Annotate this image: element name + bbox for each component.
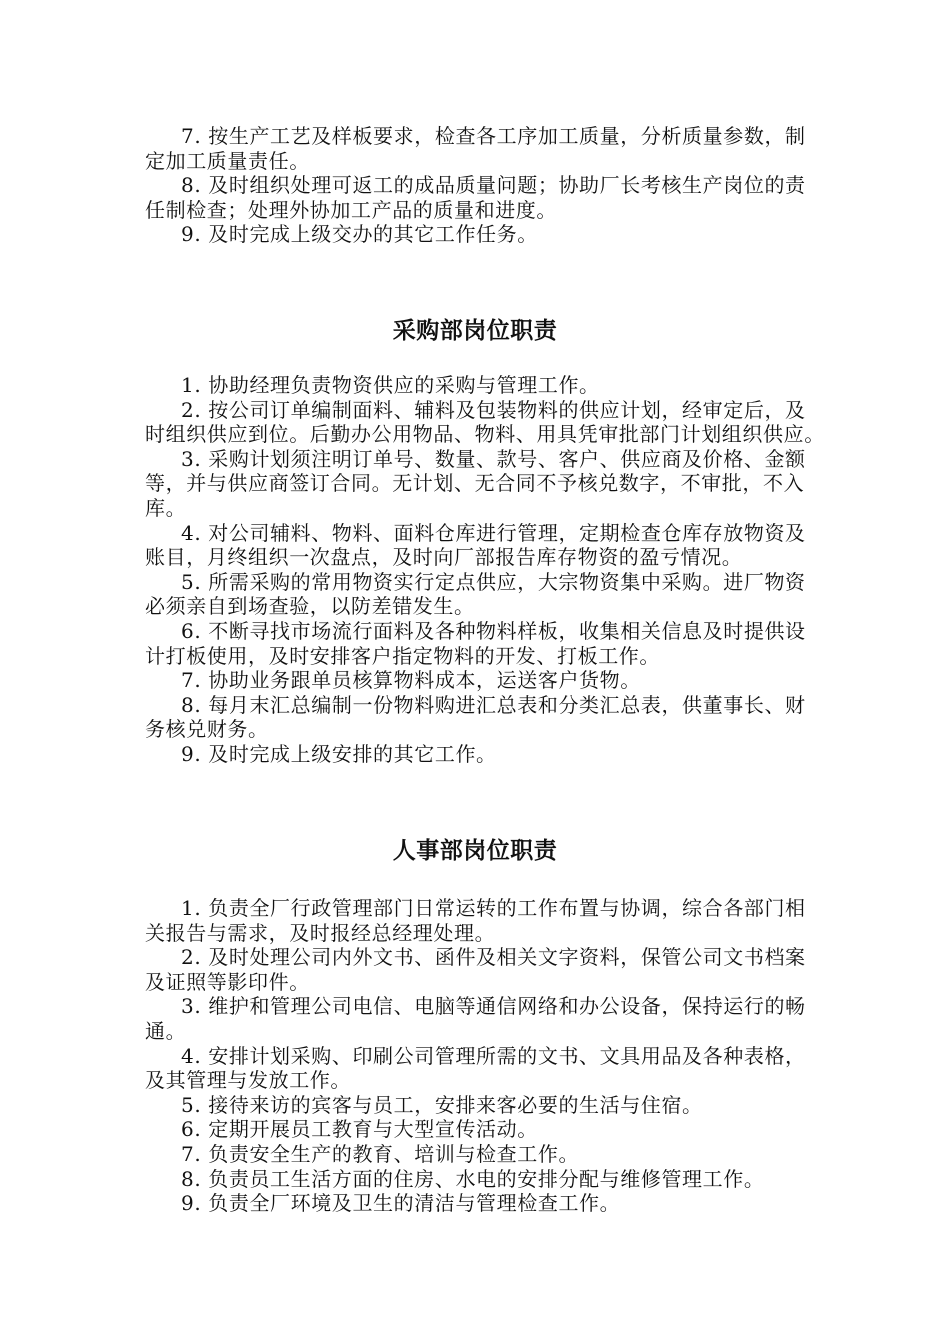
list-item: 5. 接待来访的宾客与员工，安排来客必要的生活与住宿。 xyxy=(181,1092,703,1117)
list-item: 5. 所需采购的常用物资实行定点供应，大宗物资集中采购。进厂物资必须亲自到场查验，以防差错发生。 xyxy=(145,569,806,619)
list-item: 9. 负责全厂环境及卫生的清洁与管理检查工作。 xyxy=(181,1191,621,1216)
list-item: 8. 及时组织处理可返工的成品质量问题；协助厂长考核生产岗位的责任制检查；处理外协加工产品的质量和进度。 xyxy=(145,173,806,222)
list-item: 8. 负责员工生活方面的住房、水电的安排分配与维修管理工作。 xyxy=(181,1166,765,1191)
list-item: 6. 不断寻找市场流行面料及各种物料样板，收集相关信息及时提供设计打板使用，及时安排客户指定物料的开发、打板工作。 xyxy=(145,618,806,668)
list-item: 3. 采购计划须注明订单号、数量、款号、客户、供应商及价格、金额等，并与供应商签订合同。无计划、无合同不予核兑数字，不审批，不入库。 xyxy=(145,446,806,520)
list-item: 9. 及时完成上级安排的其它工作。 xyxy=(181,741,497,766)
list-item: 4. 安排计划采购、印刷公司管理所需的文书、文具用品及各种表格，及其管理与发放工作。 xyxy=(145,1043,806,1093)
purchasing-section-title: 采购部岗位职责 xyxy=(392,317,558,344)
list-item: 7. 按生产工艺及样板要求，检查各工序加工质量，分析质量参数，制定加工质量责任。 xyxy=(145,124,806,173)
purchasing-duties-list xyxy=(145,373,825,767)
list-item: 1. 负责全厂行政管理部门日常运转的工作布置与协调，综合各部门相关报告与需求，及时报经总经理处理。 xyxy=(145,896,806,945)
hr-duties-list xyxy=(145,896,825,1216)
list-item: 7. 负责安全生产的教育、培训与检查工作。 xyxy=(181,1141,580,1166)
list-item: 7. 协助业务跟单员核算物料成本，运送客户货物。 xyxy=(181,668,641,693)
list-item: 8. 每月末汇总编制一份物料购进汇总表和分类汇总表，供董事长、财务核兑财务。 xyxy=(145,692,806,742)
list-item: 4. 对公司辅料、物料、面料仓库进行管理，定期检查仓库存放物资及账目，月终组织一次盘点，及时向厂部报告库存物资的盈亏情况。 xyxy=(145,520,806,570)
list-item: 9. 及时完成上级交办的其它工作任务。 xyxy=(181,222,538,247)
production-duties-continued xyxy=(145,124,825,247)
hr-section-title: 人事部岗位职责 xyxy=(392,837,558,864)
list-item: 1. 协助经理负责物资供应的采购与管理工作。 xyxy=(181,373,600,397)
list-item: 2. 按公司订单编制面料、辅料及包装物料的供应计划，经审定后，及时组织供应到位。后勤办公用物品、物料、用具凭审批部门计划组织供应。 xyxy=(145,397,825,447)
list-item: 2. 及时处理公司内外文书、函件及相关文字资料，保管公司文书档案及证照等影印件。 xyxy=(145,945,806,994)
list-item: 3. 维护和管理公司电信、电脑等通信网络和办公设备，保持运行的畅通。 xyxy=(145,994,806,1043)
list-item: 6. 定期开展员工教育与大型宣传活动。 xyxy=(181,1117,538,1142)
